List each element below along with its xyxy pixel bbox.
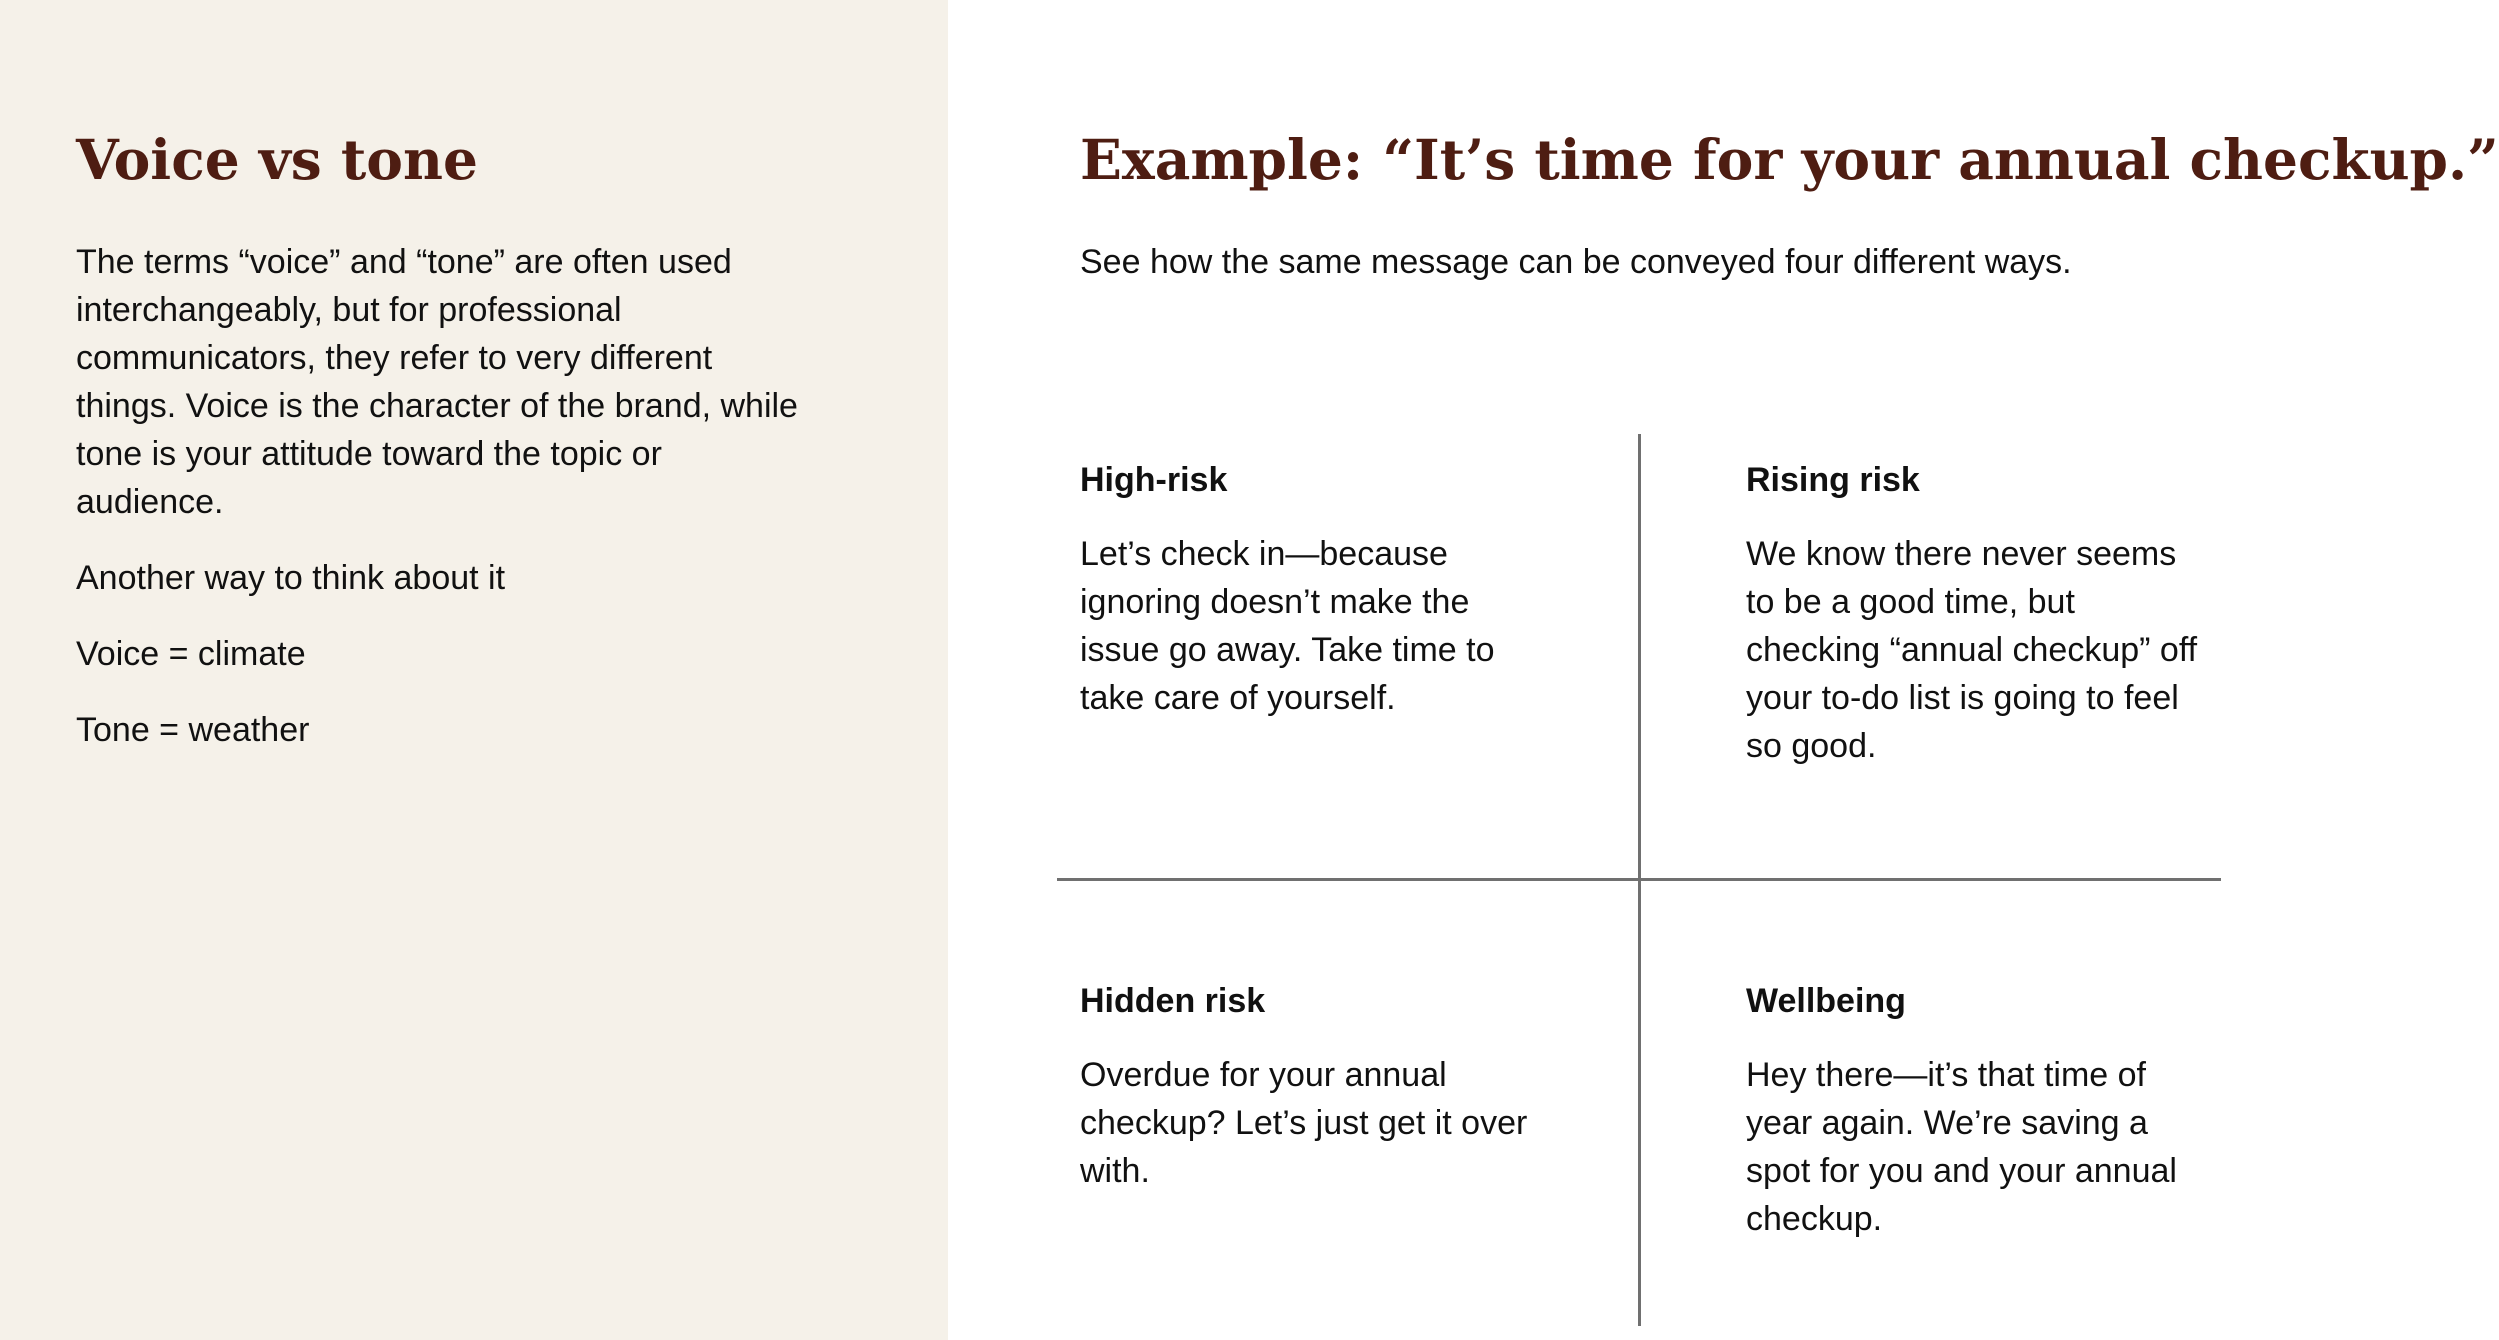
quadrant-body: We know there never seems to be a good time, but checking “annual checkup” off your to-do list is going to feel so good. <box>1746 535 2198 765</box>
left-body <box>76 238 816 782</box>
left-title: Voice vs tone <box>76 127 478 192</box>
another-way-text: Another way to think about it <box>76 559 506 597</box>
quadrant-heading: Wellbeing <box>1746 982 1906 1020</box>
quadrant-hidden-risk <box>1080 977 1540 1195</box>
voice-definition: Voice = climate <box>76 635 306 673</box>
quadrant-heading: Hidden risk <box>1080 982 1266 1020</box>
intro-paragraph: The terms “voice” and “tone” are often used interchangeably, but for professional communicators, they refer to very different things. Voice is the character of the brand, while tone is your attitude toward the topic or audience. <box>76 243 798 521</box>
quadrant-heading: High-risk <box>1080 461 1228 499</box>
grid-horizontal-divider <box>1057 878 2221 881</box>
tone-definition: Tone = weather <box>76 711 310 749</box>
quadrant-body: Overdue for your annual checkup? Let’s just get it over with. <box>1080 1056 1528 1190</box>
quadrant-heading: Rising risk <box>1746 461 1920 499</box>
quadrant-body: Hey there—it’s that time of year again. We’re saving a spot for you and your annual checkup. <box>1746 1056 2177 1238</box>
quadrant-body: Let’s check in—because ignoring doesn’t make the issue go away. Take time to take care of yourself. <box>1080 535 1495 717</box>
example-subtitle: See how the same message can be conveyed four different ways. <box>1080 243 2072 281</box>
example-title: Example: “It’s time for your annual checkup.” <box>1080 127 2499 192</box>
quadrant-wellbeing <box>1746 977 2206 1243</box>
quadrant-high-risk <box>1080 456 1540 722</box>
quadrant-rising-risk <box>1746 456 2206 770</box>
